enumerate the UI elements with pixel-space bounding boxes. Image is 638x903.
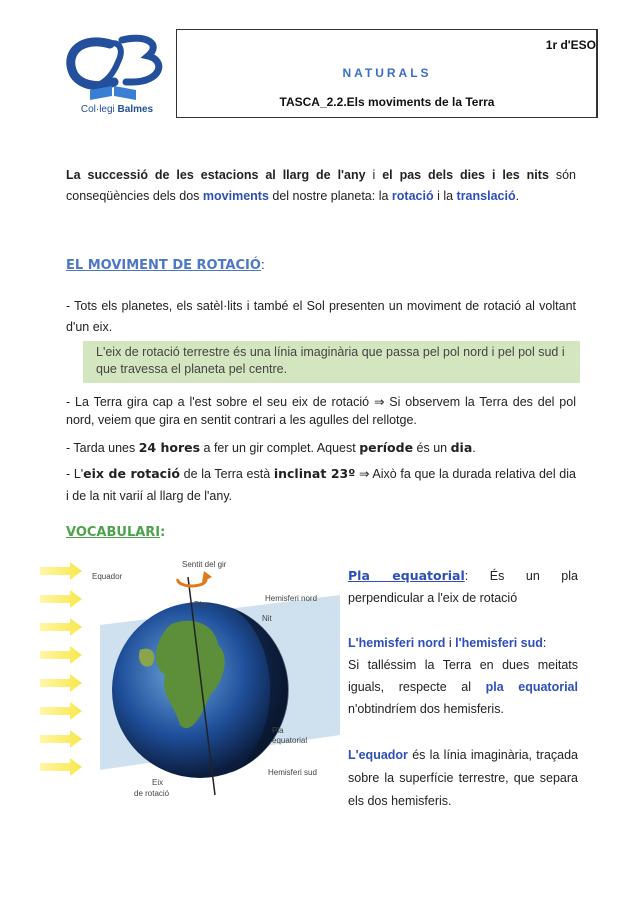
p4-text: de la Terra està xyxy=(179,467,274,481)
label-equatorial: equatorial xyxy=(272,736,308,745)
vocabulary-heading-text: VOCABULARI xyxy=(66,525,161,540)
label-sentit: Sentit del gir xyxy=(182,560,227,569)
term-pla-equatorial-ref: pla equatorial xyxy=(485,680,578,694)
rotation-direction-arrow xyxy=(178,577,206,586)
intro-translation: translació xyxy=(456,189,516,203)
label-dia: Dia xyxy=(194,600,207,609)
p4-text: - L' xyxy=(66,467,84,481)
callout-text: L'eix de rotació terrestre és una línia imaginària que passa pel pol nord i pel pol sud i que travessa el planeta pel centre. xyxy=(96,345,565,376)
term-hemisferi-nord: L'hemisferi nord xyxy=(348,636,446,650)
label-nit: Nit xyxy=(262,614,272,623)
label-pla: Pla xyxy=(272,726,284,735)
intro-text: i la xyxy=(433,189,457,203)
p3-day: dia xyxy=(450,440,473,455)
p4-axis: eix de rotació xyxy=(83,466,180,481)
intro-text: i xyxy=(365,168,383,182)
p4-text: ⇒ Això fa que la durada relativa del dia i de la nit varií al llarg de l'any. xyxy=(66,467,576,503)
label-de-rotacio: de rotació xyxy=(134,789,170,798)
grade-label: 1r d'ESO xyxy=(545,38,596,52)
sunlight-arrows xyxy=(40,562,82,776)
definition-text: Si talléssim la Terra en dues meitats iguals, respecte al xyxy=(348,658,578,694)
p3-period: període xyxy=(359,440,414,455)
label-equador: Equador xyxy=(92,572,123,581)
earth-rotation-figure xyxy=(40,555,340,805)
definition-equatorial-plane xyxy=(348,565,578,609)
rotation-heading-text: EL MOVIMENT DE ROTACIÓ xyxy=(66,258,261,273)
vocabulary-heading xyxy=(66,524,165,540)
p3-text: a fer un gir complet. Aquest xyxy=(200,441,360,455)
logo-school: Col·legi xyxy=(80,104,115,115)
intro-days-nights: el pas dels dies i les nits xyxy=(382,168,549,182)
term-equador: L'equador xyxy=(348,748,408,762)
label-hemisferi-sud: Hemisferi sud xyxy=(268,768,317,777)
intro-seasons: La successió de les estacions al llarg de l'any xyxy=(66,168,366,182)
intro-text: són conseqüències dels dos xyxy=(66,168,576,203)
definition-text: és la línia imaginària, traçada sobre la superfície terrestre, que separa els dos hemisferis. xyxy=(348,748,578,808)
p3-24-hours: 24 hores xyxy=(138,440,201,455)
definition-text: : xyxy=(542,636,547,650)
intro-rotation: rotació xyxy=(391,189,434,203)
logo-text xyxy=(62,104,172,115)
definition-text: n'obtindríem dos hemisferis. xyxy=(348,702,504,716)
p3-text: - Tarda unes xyxy=(66,441,139,455)
definition-text: i xyxy=(445,636,456,650)
p4-tilt: inclinat 23º xyxy=(273,466,356,481)
rotation-heading xyxy=(66,257,265,273)
intro-text: del nostre planeta: la xyxy=(268,189,392,203)
intro-text: . xyxy=(515,189,520,203)
task-title: TASCA_2.2.Els moviments de la Terra xyxy=(279,95,495,109)
p3-text: . xyxy=(472,441,476,455)
intro-paragraph xyxy=(66,165,576,207)
school-logo xyxy=(62,30,172,125)
label-hemisferi-nord: Hemisferi nord xyxy=(265,594,318,603)
logo-school-bold: Balmes xyxy=(117,104,154,115)
subject-title: NATURALS xyxy=(342,66,432,80)
rotation-paragraph-3 xyxy=(66,437,576,459)
rotation-paragraph-4 xyxy=(66,463,576,507)
term-hemisferi-sud: l'hemisferi sud xyxy=(455,636,543,650)
term-pla-equatorial: Pla equatorial xyxy=(348,568,465,583)
vocabulary-heading-colon: : xyxy=(160,525,166,540)
definition-equator xyxy=(348,744,578,813)
rotation-paragraph-2: - La Terra gira cap a l'est sobre el seu eix de rotació ⇒ Si observem la Terra des del pol nord, veiem que gira en sentit contrari a les agulles del rellotge. xyxy=(66,395,576,427)
rotation-paragraph-1: - Tots els planetes, els satèl·lits i també el Sol presenten un moviment de rotació al voltant d'un eix. xyxy=(66,299,576,334)
definition-text: : És un pla perpendicular a l'eix de rotació xyxy=(348,569,578,605)
definition-hemispheres xyxy=(348,632,578,720)
label-eix: Eix xyxy=(152,778,164,787)
intro-movements: moviments xyxy=(202,189,269,203)
rotation-heading-colon: : xyxy=(260,257,265,272)
p3-text: és un xyxy=(413,441,451,455)
